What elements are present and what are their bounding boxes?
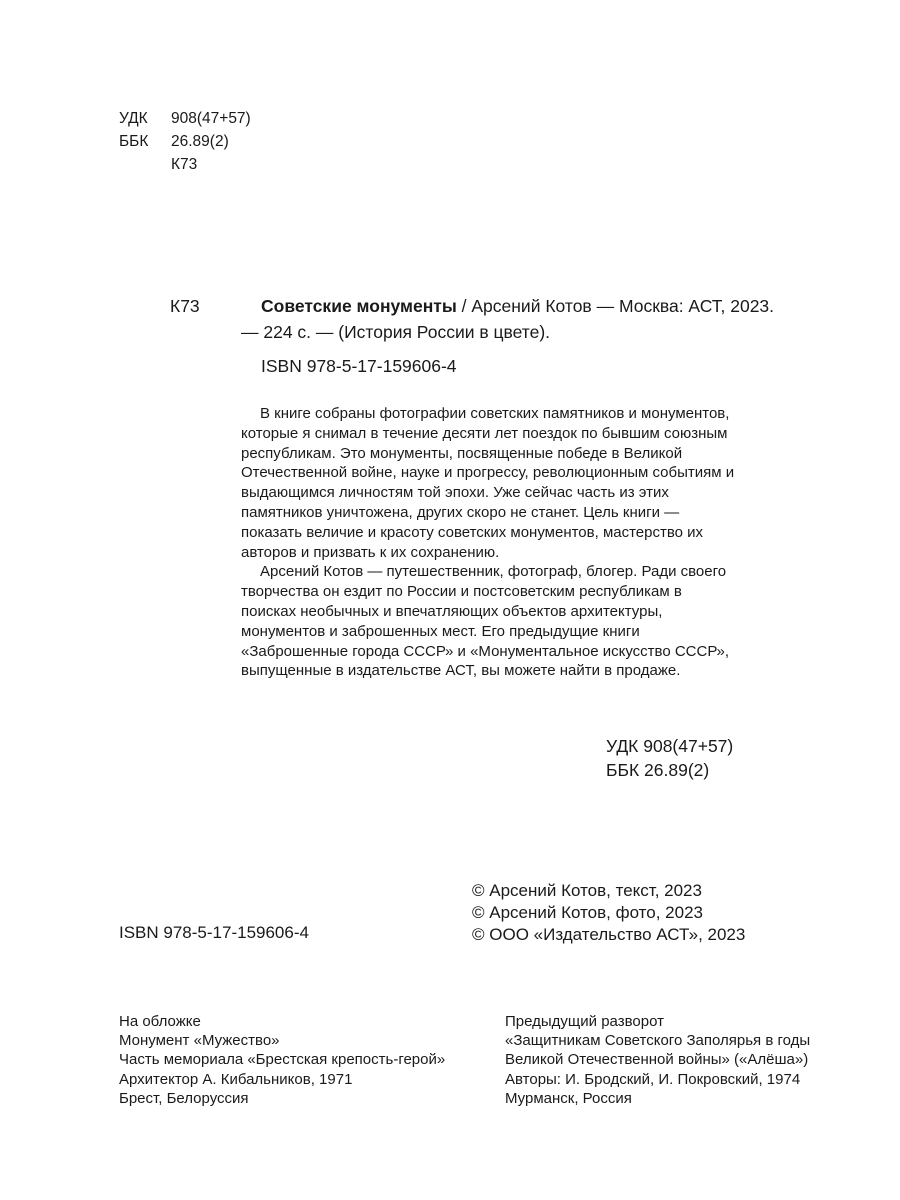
udk-value: 908(47+57)	[171, 110, 251, 127]
classification-block	[119, 107, 251, 176]
catalog-bbk: ББК 26.89(2)	[606, 760, 710, 780]
annotation	[241, 404, 741, 681]
caption-line: Мурманск, Россия	[505, 1089, 632, 1107]
caption-line: Монумент «Мужество»	[119, 1032, 280, 1050]
caption-line: Великой Отечественной войны» («Алёша»)	[505, 1051, 809, 1069]
caption-line: Предыдущий разворот	[505, 1013, 664, 1030]
annotation-paragraph: Арсений Котов — путешественник, фотограф, блогер. Ради своего творчества он ездит по России и постсоветским республикам в поисках необычных и впечатляющих объектов архитектуры, монументов и заброшенных мест. Его предыдущие книги «Заброшенные города СССР» и «Монументальное искусство СССР», выпущенные в издательстве АСТ, вы можете найти в продаже.	[241, 563, 730, 680]
caption-line: На обложке	[119, 1013, 201, 1030]
catalog-isbn: ISBN 978-5-17-159606-4	[261, 356, 457, 376]
bbk-row	[119, 130, 251, 153]
bbk-label: ББК	[119, 133, 149, 150]
annotation-paragraph: В книге собраны фотографии советских памятников и монументов, которые я снимал в течение десяти лет поездок по бывшим союзным республикам. Это монументы, посвященные победе в Великой Отечественной войне, науке и прогрессу, революционным событиям и выдающимся личностям той эпохи. Уже сейчас часть из этих памятников уничтожена, других скоро не станет. Цель книги — показать величие и красоту советских монументов, мастерство их авторов и призвать к их сохранению.	[241, 405, 735, 561]
catalog-udk: УДК 908(47+57)	[606, 736, 734, 756]
isbn-bottom: ISBN 978-5-17-159606-4	[119, 923, 309, 942]
caption-line: Часть мемориала «Брестская крепость-герой»	[119, 1051, 446, 1069]
bibliographic-details: / Арсений Котов — Москва: АСТ, 2023. — 224 с. — (История России в цвете).	[241, 296, 775, 342]
caption-line: Брест, Белоруссия	[119, 1089, 249, 1107]
author-sign-row	[119, 153, 251, 176]
bbk-value: 26.89(2)	[171, 133, 229, 150]
bibliographic-description	[241, 293, 781, 345]
caption-line: Авторы: И. Бродский, И. Покровский, 1974	[505, 1070, 801, 1088]
book-title: Советские монументы	[261, 296, 457, 316]
copyright-line: © ООО «Издательство АСТ», 2023	[472, 925, 746, 944]
udk-row	[119, 107, 251, 130]
author-sign: К73	[171, 156, 198, 173]
caption-line: Архитектор А. Кибальников, 1971	[119, 1070, 353, 1088]
cover-caption	[119, 1012, 445, 1108]
udk-bbk-block	[606, 734, 733, 782]
copyright-block	[472, 880, 745, 946]
caption-line: «Защитникам Советского Заполярья в годы	[505, 1032, 811, 1050]
spread-caption	[505, 1012, 810, 1108]
copyright-line: © Арсений Котов, текст, 2023	[472, 881, 702, 900]
copyright-line: © Арсений Котов, фото, 2023	[472, 903, 703, 922]
catalog-author-sign: К73	[170, 296, 200, 316]
udk-label: УДК	[119, 110, 148, 127]
